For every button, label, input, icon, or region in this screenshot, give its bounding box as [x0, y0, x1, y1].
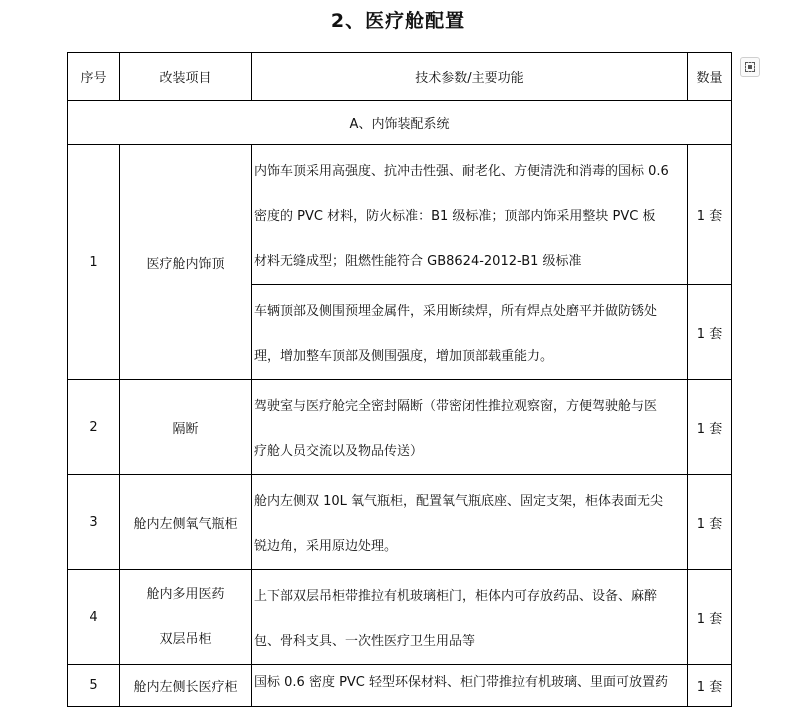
spec-line: 材料无缝成型；阻燃性能符合 GB8624-2012-B1 级标准: [254, 254, 582, 269]
row-spec: [252, 145, 688, 285]
row-spec: [252, 285, 688, 380]
row-number: 5: [68, 665, 120, 707]
section-row: [68, 101, 732, 145]
row-number: 3: [68, 475, 120, 570]
row-qty: 1 套: [688, 475, 732, 570]
spec-line: 锐边角，采用原边处理。: [254, 539, 398, 554]
row-item: [120, 570, 252, 665]
row-number: 2: [68, 380, 120, 475]
row-item: 医疗舱内饰顶: [120, 145, 252, 380]
spec-line: 上下部双层吊柜带推拉有机玻璃柜门，柜体内可存放药品、设备、麻醉: [254, 589, 658, 604]
row-qty: 1 套: [688, 570, 732, 665]
row-spec: [252, 380, 688, 475]
spec-line: 包、骨科支具、一次性医疗卫生用品等: [254, 634, 476, 649]
table-row: [68, 145, 732, 285]
header-qty: 数量: [688, 53, 732, 101]
spec-line: 车辆顶部及侧围预埋金属件，采用断续焊，所有焊点处磨平并做防锈处: [254, 304, 658, 319]
row-qty: 1 套: [688, 380, 732, 475]
spec-line: 舱内左侧双 10L 氧气瓶柜，配置氧气瓶底座、固定支架，柜体表面无尖: [254, 494, 664, 509]
item-line: 舱内多用医药: [146, 587, 225, 602]
row-spec: [252, 475, 688, 570]
table-row: [68, 380, 732, 475]
spec-line: 理，增加整车顶部及侧围强度，增加顶部载重能力。: [254, 349, 554, 364]
header-spec: 技术参数/主要功能: [252, 53, 688, 101]
table-row: [68, 475, 732, 570]
row-number: 1: [68, 145, 120, 380]
header-no: 序号: [68, 53, 120, 101]
spec-line: 内饰车顶采用高强度、抗冲击性强、耐老化、方便清洗和消毒的国标 0.6: [254, 164, 669, 179]
item-line: 双层吊柜: [159, 632, 212, 647]
spec-line: 密度的 PVC 材料，防火标准：B1 级标准；顶部内饰采用整块 PVC 板: [254, 209, 656, 224]
table-row: [68, 570, 732, 665]
header-row: [68, 53, 732, 101]
table-row: [68, 665, 732, 707]
document-title: 2、医疗舱配置: [330, 10, 466, 32]
section-a-title: A、内饰装配系统: [68, 101, 732, 145]
spec-line: 疗舱人员交流以及物品传送）: [254, 444, 424, 459]
row-qty: 1 套: [688, 285, 732, 380]
spec-line: 国标 0.6 密度 PVC 轻型环保材料、柜门带推拉有机玻璃、里面可放置药: [254, 675, 669, 690]
row-spec: [252, 570, 688, 665]
spec-line: 驾驶室与医疗舱完全密封隔断（带密闭性推拉观察窗，方便驾驶舱与医: [254, 399, 658, 414]
row-spec: [252, 665, 688, 707]
row-number: 4: [68, 570, 120, 665]
row-item: 舱内左侧氧气瓶柜: [120, 475, 252, 570]
header-item: 改装项目: [120, 53, 252, 101]
config-table: [67, 52, 732, 707]
row-item: 舱内左侧长医疗柜: [120, 665, 252, 707]
row-qty: 1 套: [688, 665, 732, 707]
select-area-icon[interactable]: [740, 57, 760, 77]
row-item: 隔断: [120, 380, 252, 475]
row-qty: 1 套: [688, 145, 732, 285]
